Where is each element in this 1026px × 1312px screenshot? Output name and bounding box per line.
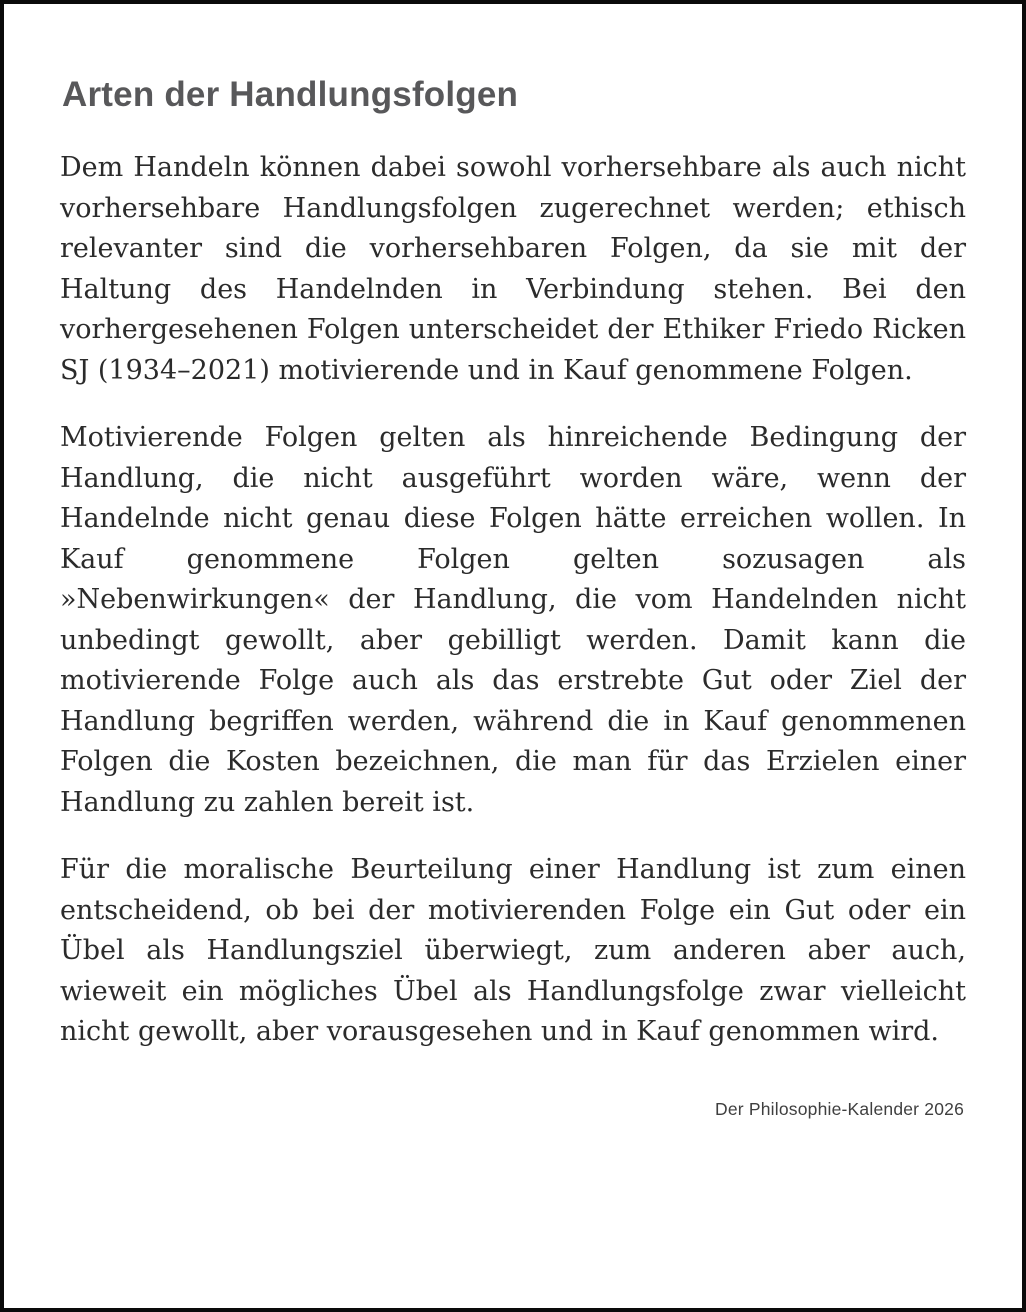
page-title: Arten der Handlungsfolgen [62, 75, 519, 114]
footer-credit: Der Philosophie-Kalender 2026 [714, 1099, 964, 1119]
paragraph-types-of-consequences: Dem Handeln können dabei sowohl vorhersehbare als auch nicht vorhersehbare Handlungsfolgen zugerechnet werden; ethisch relevanter sind die vorhersehbaren Folgen, da sie mit der Haltung des Handelnden in Verbindung stehen. Bei den vorhergesehenen Folgen unterscheidet der Ethiker Friedo Ricken SJ (1934–2021) motivierende und in Kauf genommene Folgen. [60, 152, 966, 386]
paragraph-motivating-consequences: Motivierende Folgen gelten als hinreichende Bedingung der Handlung, die nicht ausgeführt worden wäre, wenn der Handelnde nicht genau diese Folgen hätte erreichen wollen. In Kauf genommene Folgen gelten sozusagen als »Nebenwirkungen« der Handlung, die vom Handelnden nicht unbedingt gewollt, aber gebilligt werden. Damit kann die motivierende Folge auch als das erstrebte Gut oder Ziel der Handlung begriffen werden, während die in Kauf genommenen Folgen die Kosten bezeichnen, die man für das Erzielen einer Handlung zu zahlen bereit ist. [60, 422, 966, 818]
paragraph-moral-judgement: Für die moralische Beurteilung einer Handlung ist zum einen entscheidend, ob bei der motivierenden Folge ein Gut oder ein Übel als Handlungsziel überwiegt, zum anderen aber auch, wieweit ein mögliches Übel als Handlungsfolge zwar vielleicht nicht gewollt, aber vorausgesehen und in Kauf genommen wird. [60, 854, 966, 1047]
